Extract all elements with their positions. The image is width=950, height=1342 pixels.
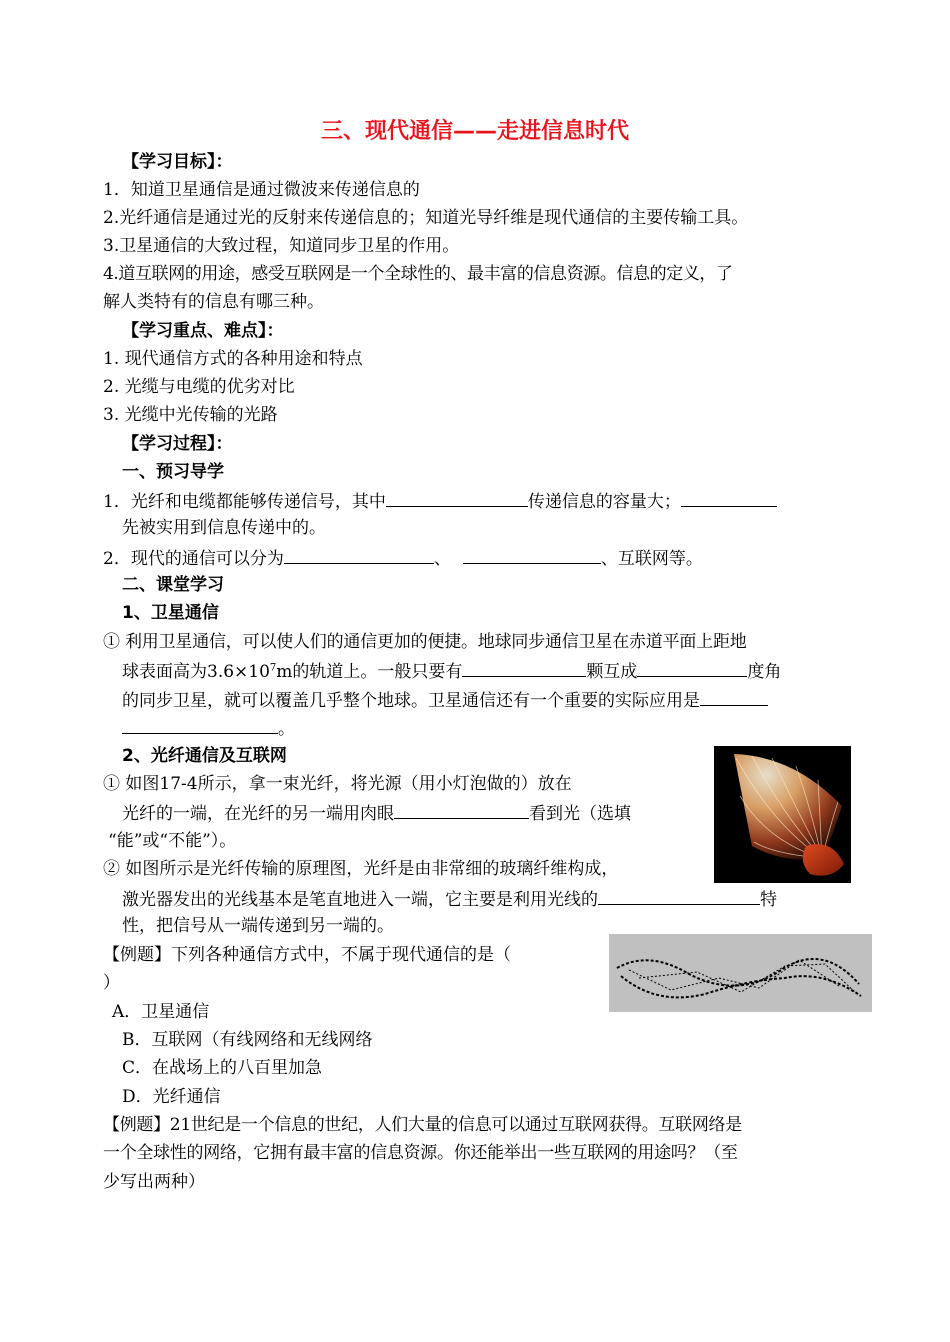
question-2-text: 、 — [433, 549, 451, 569]
fiber-text — [122, 802, 631, 824]
satellite-text — [122, 660, 781, 682]
page-title: 三、现代通信——走进信息时代 — [320, 119, 629, 144]
preview-heading: 一、预习导学 — [122, 462, 224, 482]
answer-blank[interactable] — [681, 490, 777, 507]
goal-item: 2.光纤通信是通过光的反射来传递信息的；知道光导纤维是现代通信的主要传输工具。 — [103, 208, 749, 228]
satellite-text-part: 球表面高为3.6×10 — [122, 662, 270, 682]
fiber-text-part: 激光器发出的光线基本是笔直地进入一端，它主要是利用光线的 — [122, 890, 598, 910]
answer-blank[interactable] — [598, 888, 760, 905]
fiber-principle-diagram — [609, 934, 872, 1012]
satellite-text-part: 度角 — [747, 662, 782, 682]
satellite-text-part: m的轨道上。一般只要有 — [276, 662, 463, 682]
fiber-text — [122, 888, 777, 910]
example-1-question: 【例题】下列各种通信方式中，不属于现代通信的是（ — [103, 945, 511, 965]
exponent: 7 — [269, 662, 277, 674]
answer-blank[interactable] — [463, 547, 601, 564]
question-2-text: 2．现代的通信可以分为 — [103, 549, 284, 569]
fiber-text: 性，把信号从一端传递到另一端的。 — [122, 916, 394, 936]
satellite-text: ① 利用卫星通信，可以使人们的通信更加的便捷。地球同步通信卫星在赤道平面上距地 — [103, 632, 747, 652]
fiber-text-part: 光纤的一端，在光纤的另一端用肉眼 — [122, 804, 394, 824]
goal-item: 1．知道卫星通信是通过微波来传递信息的 — [103, 180, 420, 200]
answer-blank[interactable] — [462, 660, 586, 677]
fiber-text-part: 看到光（选填 — [529, 804, 631, 824]
fiber-text: ① 如图17-4所示，拿一束光纤，将光源（用小灯泡做的）放在 — [103, 774, 572, 794]
process-heading: 【学习过程】： — [122, 434, 233, 454]
question-1 — [103, 490, 777, 512]
key-point: 1. 现代通信方式的各种用途和特点 — [103, 349, 363, 369]
answer-blank[interactable] — [386, 490, 528, 507]
example-2-question: 少写出两种） — [103, 1172, 205, 1192]
option-d: D．光纤通信 — [122, 1087, 221, 1107]
question-2-text: 、互联网等。 — [600, 549, 703, 569]
example-2-question: 一个全球性的网络，它拥有最丰富的信息资源。你还能举出一些互联网的用途吗？（至 — [103, 1143, 738, 1163]
answer-blank[interactable] — [394, 802, 529, 819]
key-point: 2. 光缆与电缆的优劣对比 — [103, 377, 295, 397]
question-1-text: 传递信息的容量大； — [527, 492, 681, 512]
example-2-question: 【例题】21世纪是一个信息的世纪，人们大量的信息可以通过互联网获得。互联网络是 — [103, 1115, 742, 1135]
option-c: C．在战场上的八百里加急 — [122, 1058, 323, 1078]
answer-blank[interactable] — [284, 547, 434, 564]
fiber-text: ② 如图所示是光纤传输的原理图，光纤是由非常细的玻璃纤维构成， — [103, 859, 619, 879]
goal-item: 4.道互联网的用途，感受互联网是一个全球性的、最丰富的信息资源。信息的定义，了 — [103, 264, 733, 284]
goals-heading: 【学习目标】： — [122, 152, 233, 172]
satellite-text — [122, 689, 768, 711]
class-heading: 二、课堂学习 — [122, 575, 224, 595]
question-2 — [103, 547, 703, 569]
fiber-text: “能”或“不能”）。 — [108, 831, 237, 851]
option-b: B．互联网（有线网络和无线网络 — [122, 1030, 373, 1050]
example-1-question: ） — [103, 973, 120, 993]
satellite-text — [122, 717, 295, 739]
question-1-text: 1．光纤和电缆都能够传递信号，其中 — [103, 492, 386, 512]
answer-blank[interactable] — [122, 717, 278, 734]
satellite-text-part: 的同步卫星，就可以覆盖几乎整个地球。卫星通信还有一个重要的实际应用是 — [122, 691, 700, 711]
goal-item-continued: 解人类特有的信息有哪三种。 — [103, 292, 324, 312]
answer-blank[interactable] — [637, 660, 747, 677]
optical-fiber-photo — [714, 746, 851, 883]
fiber-heading: 2、光纤通信及互联网 — [122, 746, 287, 766]
option-a: A．卫星通信 — [112, 1002, 210, 1022]
key-point: 3. 光缆中光传输的光路 — [103, 405, 278, 425]
fiber-text-part: 特 — [760, 890, 777, 910]
satellite-text-part: 。 — [278, 719, 295, 739]
satellite-heading: 1、卫星通信 — [122, 603, 219, 623]
satellite-text-part: 颗互成 — [586, 662, 638, 682]
question-1-continued: 先被实用到信息传递中的。 — [122, 518, 326, 538]
answer-blank[interactable] — [700, 689, 768, 706]
goal-item: 3.卫星通信的大致过程，知道同步卫星的作用。 — [103, 236, 460, 256]
key-points-heading: 【学习重点、难点】： — [122, 321, 284, 341]
